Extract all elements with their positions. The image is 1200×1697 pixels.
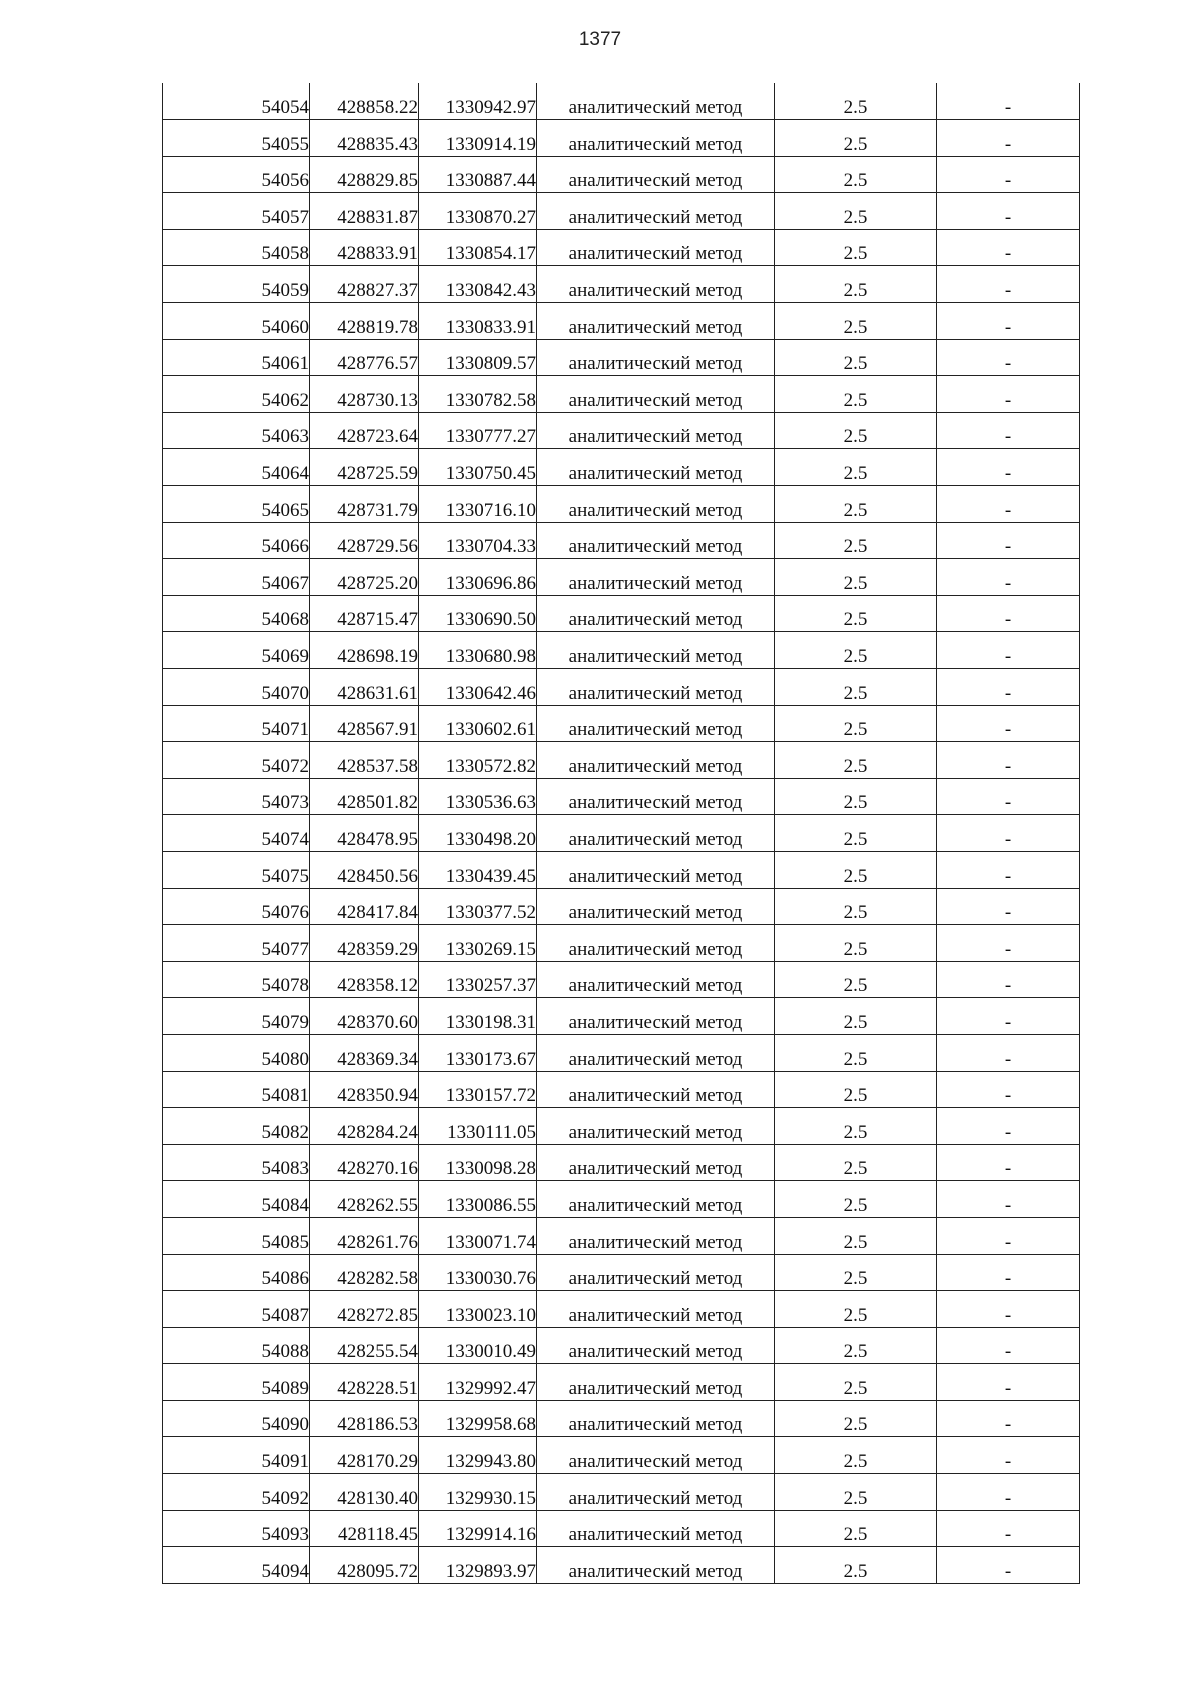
x-coordinate-cell: 428186.53 — [310, 1400, 419, 1437]
x-coordinate-cell: 428819.78 — [310, 303, 419, 340]
note-cell: - — [937, 449, 1080, 486]
y-coordinate-cell: 1330782.58 — [419, 376, 537, 413]
page-number: 1377 — [578, 29, 622, 50]
note-cell: - — [937, 229, 1080, 266]
accuracy-value-cell: 2.5 — [775, 266, 937, 303]
x-coordinate-cell: 428282.58 — [310, 1254, 419, 1291]
x-coordinate-cell: 428359.29 — [310, 925, 419, 962]
accuracy-value-cell: 2.5 — [775, 669, 937, 706]
coordinates-table — [162, 83, 1080, 1584]
method-cell: аналитический метод — [537, 376, 775, 413]
accuracy-value-cell: 2.5 — [775, 1400, 937, 1437]
method-cell: аналитический метод — [537, 193, 775, 230]
x-coordinate-cell: 428478.95 — [310, 815, 419, 852]
accuracy-value-cell: 2.5 — [775, 1437, 937, 1474]
method-cell: аналитический метод — [537, 815, 775, 852]
method-cell: аналитический метод — [537, 1547, 775, 1584]
y-coordinate-cell: 1330098.28 — [419, 1144, 537, 1181]
table-row — [163, 559, 1080, 596]
accuracy-value-cell: 2.5 — [775, 376, 937, 413]
accuracy-value-cell: 2.5 — [775, 742, 937, 779]
accuracy-value-cell: 2.5 — [775, 1034, 937, 1071]
method-cell: аналитический метод — [537, 156, 775, 193]
x-coordinate-cell: 428284.24 — [310, 1108, 419, 1145]
table-row — [163, 669, 1080, 706]
method-cell: аналитический метод — [537, 595, 775, 632]
accuracy-value-cell: 2.5 — [775, 303, 937, 340]
point-number-cell: 54072 — [163, 742, 310, 779]
y-coordinate-cell: 1330696.86 — [419, 559, 537, 596]
note-cell: - — [937, 412, 1080, 449]
accuracy-value-cell: 2.5 — [775, 851, 937, 888]
accuracy-value-cell: 2.5 — [775, 229, 937, 266]
x-coordinate-cell: 428831.87 — [310, 193, 419, 230]
note-cell: - — [937, 339, 1080, 376]
accuracy-value-cell: 2.5 — [775, 1474, 937, 1511]
point-number-cell: 54067 — [163, 559, 310, 596]
y-coordinate-cell: 1330010.49 — [419, 1327, 537, 1364]
table-row — [163, 339, 1080, 376]
x-coordinate-cell: 428369.34 — [310, 1034, 419, 1071]
table-row — [163, 1474, 1080, 1511]
note-cell: - — [937, 925, 1080, 962]
x-coordinate-cell: 428370.60 — [310, 998, 419, 1035]
point-number-cell: 54089 — [163, 1364, 310, 1401]
y-coordinate-cell: 1329914.16 — [419, 1510, 537, 1547]
y-coordinate-cell: 1330642.46 — [419, 669, 537, 706]
point-number-cell: 54065 — [163, 486, 310, 523]
y-coordinate-cell: 1330439.45 — [419, 851, 537, 888]
accuracy-value-cell: 2.5 — [775, 925, 937, 962]
point-number-cell: 54080 — [163, 1034, 310, 1071]
table-row — [163, 595, 1080, 632]
method-cell: аналитический метод — [537, 1034, 775, 1071]
table-row — [163, 449, 1080, 486]
point-number-cell: 54078 — [163, 961, 310, 998]
note-cell: - — [937, 1254, 1080, 1291]
x-coordinate-cell: 428450.56 — [310, 851, 419, 888]
point-number-cell: 54069 — [163, 632, 310, 669]
x-coordinate-cell: 428095.72 — [310, 1547, 419, 1584]
y-coordinate-cell: 1330914.19 — [419, 120, 537, 157]
y-coordinate-cell: 1330842.43 — [419, 266, 537, 303]
note-cell: - — [937, 1400, 1080, 1437]
note-cell: - — [937, 742, 1080, 779]
x-coordinate-cell: 428723.64 — [310, 412, 419, 449]
point-number-cell: 54059 — [163, 266, 310, 303]
x-coordinate-cell: 428350.94 — [310, 1071, 419, 1108]
x-coordinate-cell: 428501.82 — [310, 778, 419, 815]
method-cell: аналитический метод — [537, 1364, 775, 1401]
y-coordinate-cell: 1329992.47 — [419, 1364, 537, 1401]
point-number-cell: 54082 — [163, 1108, 310, 1145]
accuracy-value-cell: 2.5 — [775, 1181, 937, 1218]
y-coordinate-cell: 1330269.15 — [419, 925, 537, 962]
x-coordinate-cell: 428858.22 — [310, 83, 419, 120]
accuracy-value-cell: 2.5 — [775, 559, 937, 596]
point-number-cell: 54054 — [163, 83, 310, 120]
x-coordinate-cell: 428255.54 — [310, 1327, 419, 1364]
table-row — [163, 1400, 1080, 1437]
accuracy-value-cell: 2.5 — [775, 1144, 937, 1181]
x-coordinate-cell: 428130.40 — [310, 1474, 419, 1511]
table-row — [163, 632, 1080, 669]
point-number-cell: 54086 — [163, 1254, 310, 1291]
y-coordinate-cell: 1330833.91 — [419, 303, 537, 340]
table-row — [163, 1327, 1080, 1364]
table-row — [163, 961, 1080, 998]
y-coordinate-cell: 1330377.52 — [419, 888, 537, 925]
table-row — [163, 815, 1080, 852]
method-cell: аналитический метод — [537, 229, 775, 266]
method-cell: аналитический метод — [537, 961, 775, 998]
method-cell: аналитический метод — [537, 303, 775, 340]
point-number-cell: 54093 — [163, 1510, 310, 1547]
note-cell: - — [937, 1547, 1080, 1584]
x-coordinate-cell: 428730.13 — [310, 376, 419, 413]
method-cell: аналитический метод — [537, 1254, 775, 1291]
accuracy-value-cell: 2.5 — [775, 120, 937, 157]
accuracy-value-cell: 2.5 — [775, 1547, 937, 1584]
y-coordinate-cell: 1330942.97 — [419, 83, 537, 120]
table-row — [163, 376, 1080, 413]
point-number-cell: 54070 — [163, 669, 310, 706]
table-row — [163, 851, 1080, 888]
y-coordinate-cell: 1330071.74 — [419, 1217, 537, 1254]
table-row — [163, 83, 1080, 120]
y-coordinate-cell: 1330572.82 — [419, 742, 537, 779]
table-row — [163, 1437, 1080, 1474]
point-number-cell: 54076 — [163, 888, 310, 925]
note-cell: - — [937, 815, 1080, 852]
table-row — [163, 1510, 1080, 1547]
table-row — [163, 998, 1080, 1035]
note-cell: - — [937, 1181, 1080, 1218]
y-coordinate-cell: 1330257.37 — [419, 961, 537, 998]
note-cell: - — [937, 156, 1080, 193]
accuracy-value-cell: 2.5 — [775, 815, 937, 852]
point-number-cell: 54091 — [163, 1437, 310, 1474]
table-row — [163, 705, 1080, 742]
accuracy-value-cell: 2.5 — [775, 339, 937, 376]
table-row — [163, 1034, 1080, 1071]
point-number-cell: 54073 — [163, 778, 310, 815]
point-number-cell: 54081 — [163, 1071, 310, 1108]
y-coordinate-cell: 1329893.97 — [419, 1547, 537, 1584]
point-number-cell: 54066 — [163, 522, 310, 559]
x-coordinate-cell: 428170.29 — [310, 1437, 419, 1474]
note-cell: - — [937, 669, 1080, 706]
x-coordinate-cell: 428715.47 — [310, 595, 419, 632]
method-cell: аналитический метод — [537, 1437, 775, 1474]
table-row — [163, 1181, 1080, 1218]
x-coordinate-cell: 428537.58 — [310, 742, 419, 779]
y-coordinate-cell: 1330716.10 — [419, 486, 537, 523]
table-row — [163, 1071, 1080, 1108]
accuracy-value-cell: 2.5 — [775, 1291, 937, 1328]
table-row — [163, 156, 1080, 193]
point-number-cell: 54084 — [163, 1181, 310, 1218]
method-cell: аналитический метод — [537, 1144, 775, 1181]
note-cell: - — [937, 1437, 1080, 1474]
y-coordinate-cell: 1330536.63 — [419, 778, 537, 815]
note-cell: - — [937, 961, 1080, 998]
x-coordinate-cell: 428725.59 — [310, 449, 419, 486]
table-row — [163, 1254, 1080, 1291]
point-number-cell: 54062 — [163, 376, 310, 413]
accuracy-value-cell: 2.5 — [775, 193, 937, 230]
point-number-cell: 54060 — [163, 303, 310, 340]
table-row — [163, 303, 1080, 340]
x-coordinate-cell: 428417.84 — [310, 888, 419, 925]
table-row — [163, 266, 1080, 303]
point-number-cell: 54063 — [163, 412, 310, 449]
point-number-cell: 54064 — [163, 449, 310, 486]
method-cell: аналитический метод — [537, 998, 775, 1035]
point-number-cell: 54057 — [163, 193, 310, 230]
table-row — [163, 486, 1080, 523]
x-coordinate-cell: 428261.76 — [310, 1217, 419, 1254]
table-row — [163, 1108, 1080, 1145]
accuracy-value-cell: 2.5 — [775, 1364, 937, 1401]
y-coordinate-cell: 1330887.44 — [419, 156, 537, 193]
point-number-cell: 54056 — [163, 156, 310, 193]
x-coordinate-cell: 428776.57 — [310, 339, 419, 376]
table-row — [163, 1547, 1080, 1584]
accuracy-value-cell: 2.5 — [775, 83, 937, 120]
note-cell: - — [937, 632, 1080, 669]
table-row — [163, 778, 1080, 815]
y-coordinate-cell: 1329943.80 — [419, 1437, 537, 1474]
note-cell: - — [937, 778, 1080, 815]
y-coordinate-cell: 1330023.10 — [419, 1291, 537, 1328]
y-coordinate-cell: 1329930.15 — [419, 1474, 537, 1511]
accuracy-value-cell: 2.5 — [775, 1071, 937, 1108]
accuracy-value-cell: 2.5 — [775, 1254, 937, 1291]
method-cell: аналитический метод — [537, 705, 775, 742]
y-coordinate-cell: 1330870.27 — [419, 193, 537, 230]
y-coordinate-cell: 1330680.98 — [419, 632, 537, 669]
method-cell: аналитический метод — [537, 1510, 775, 1547]
x-coordinate-cell: 428833.91 — [310, 229, 419, 266]
method-cell: аналитический метод — [537, 742, 775, 779]
point-number-cell: 54077 — [163, 925, 310, 962]
point-number-cell: 54088 — [163, 1327, 310, 1364]
x-coordinate-cell: 428835.43 — [310, 120, 419, 157]
note-cell: - — [937, 1217, 1080, 1254]
method-cell: аналитический метод — [537, 1400, 775, 1437]
table-row — [163, 412, 1080, 449]
note-cell: - — [937, 522, 1080, 559]
accuracy-value-cell: 2.5 — [775, 998, 937, 1035]
method-cell: аналитический метод — [537, 888, 775, 925]
note-cell: - — [937, 1144, 1080, 1181]
method-cell: аналитический метод — [537, 1071, 775, 1108]
method-cell: аналитический метод — [537, 120, 775, 157]
accuracy-value-cell: 2.5 — [775, 595, 937, 632]
point-number-cell: 54071 — [163, 705, 310, 742]
note-cell: - — [937, 705, 1080, 742]
note-cell: - — [937, 595, 1080, 632]
accuracy-value-cell: 2.5 — [775, 1510, 937, 1547]
accuracy-value-cell: 2.5 — [775, 412, 937, 449]
note-cell: - — [937, 266, 1080, 303]
accuracy-value-cell: 2.5 — [775, 1327, 937, 1364]
point-number-cell: 54094 — [163, 1547, 310, 1584]
table-row — [163, 522, 1080, 559]
point-number-cell: 54087 — [163, 1291, 310, 1328]
point-number-cell: 54075 — [163, 851, 310, 888]
note-cell: - — [937, 120, 1080, 157]
table-row — [163, 1364, 1080, 1401]
accuracy-value-cell: 2.5 — [775, 449, 937, 486]
y-coordinate-cell: 1330498.20 — [419, 815, 537, 852]
note-cell: - — [937, 851, 1080, 888]
note-cell: - — [937, 83, 1080, 120]
note-cell: - — [937, 1474, 1080, 1511]
table-body — [163, 83, 1080, 1583]
method-cell: аналитический метод — [537, 83, 775, 120]
note-cell: - — [937, 559, 1080, 596]
method-cell: аналитический метод — [537, 1291, 775, 1328]
method-cell: аналитический метод — [537, 851, 775, 888]
table-row — [163, 1217, 1080, 1254]
note-cell: - — [937, 888, 1080, 925]
table-row — [163, 925, 1080, 962]
method-cell: аналитический метод — [537, 778, 775, 815]
note-cell: - — [937, 1108, 1080, 1145]
x-coordinate-cell: 428118.45 — [310, 1510, 419, 1547]
method-cell: аналитический метод — [537, 412, 775, 449]
method-cell: аналитический метод — [537, 522, 775, 559]
y-coordinate-cell: 1329958.68 — [419, 1400, 537, 1437]
method-cell: аналитический метод — [537, 266, 775, 303]
accuracy-value-cell: 2.5 — [775, 156, 937, 193]
table-row — [163, 120, 1080, 157]
accuracy-value-cell: 2.5 — [775, 961, 937, 998]
point-number-cell: 54090 — [163, 1400, 310, 1437]
x-coordinate-cell: 428725.20 — [310, 559, 419, 596]
method-cell: аналитический метод — [537, 1181, 775, 1218]
table-row — [163, 742, 1080, 779]
method-cell: аналитический метод — [537, 1327, 775, 1364]
method-cell: аналитический метод — [537, 669, 775, 706]
y-coordinate-cell: 1330777.27 — [419, 412, 537, 449]
x-coordinate-cell: 428262.55 — [310, 1181, 419, 1218]
y-coordinate-cell: 1330854.17 — [419, 229, 537, 266]
method-cell: аналитический метод — [537, 449, 775, 486]
accuracy-value-cell: 2.5 — [775, 522, 937, 559]
note-cell: - — [937, 193, 1080, 230]
method-cell: аналитический метод — [537, 632, 775, 669]
accuracy-value-cell: 2.5 — [775, 486, 937, 523]
method-cell: аналитический метод — [537, 1217, 775, 1254]
point-number-cell: 54079 — [163, 998, 310, 1035]
x-coordinate-cell: 428698.19 — [310, 632, 419, 669]
accuracy-value-cell: 2.5 — [775, 1108, 937, 1145]
point-number-cell: 54068 — [163, 595, 310, 632]
table-row — [163, 1291, 1080, 1328]
x-coordinate-cell: 428631.61 — [310, 669, 419, 706]
x-coordinate-cell: 428827.37 — [310, 266, 419, 303]
x-coordinate-cell: 428567.91 — [310, 705, 419, 742]
point-number-cell: 54058 — [163, 229, 310, 266]
accuracy-value-cell: 2.5 — [775, 778, 937, 815]
x-coordinate-cell: 428228.51 — [310, 1364, 419, 1401]
method-cell: аналитический метод — [537, 339, 775, 376]
method-cell: аналитический метод — [537, 486, 775, 523]
note-cell: - — [937, 376, 1080, 413]
y-coordinate-cell: 1330690.50 — [419, 595, 537, 632]
y-coordinate-cell: 1330704.33 — [419, 522, 537, 559]
method-cell: аналитический метод — [537, 1474, 775, 1511]
table-row — [163, 229, 1080, 266]
note-cell: - — [937, 1034, 1080, 1071]
accuracy-value-cell: 2.5 — [775, 888, 937, 925]
table-row — [163, 193, 1080, 230]
note-cell: - — [937, 1071, 1080, 1108]
method-cell: аналитический метод — [537, 1108, 775, 1145]
note-cell: - — [937, 1364, 1080, 1401]
point-number-cell: 54083 — [163, 1144, 310, 1181]
y-coordinate-cell: 1330157.72 — [419, 1071, 537, 1108]
point-number-cell: 54074 — [163, 815, 310, 852]
note-cell: - — [937, 1327, 1080, 1364]
y-coordinate-cell: 1330173.67 — [419, 1034, 537, 1071]
accuracy-value-cell: 2.5 — [775, 632, 937, 669]
y-coordinate-cell: 1330750.45 — [419, 449, 537, 486]
x-coordinate-cell: 428729.56 — [310, 522, 419, 559]
note-cell: - — [937, 1510, 1080, 1547]
note-cell: - — [937, 486, 1080, 523]
table-row — [163, 888, 1080, 925]
y-coordinate-cell: 1330809.57 — [419, 339, 537, 376]
point-number-cell: 54092 — [163, 1474, 310, 1511]
x-coordinate-cell: 428270.16 — [310, 1144, 419, 1181]
y-coordinate-cell: 1330198.31 — [419, 998, 537, 1035]
method-cell: аналитический метод — [537, 925, 775, 962]
point-number-cell: 54061 — [163, 339, 310, 376]
table-row — [163, 1144, 1080, 1181]
method-cell: аналитический метод — [537, 559, 775, 596]
y-coordinate-cell: 1330111.05 — [419, 1108, 537, 1145]
x-coordinate-cell: 428829.85 — [310, 156, 419, 193]
point-number-cell: 54055 — [163, 120, 310, 157]
x-coordinate-cell: 428272.85 — [310, 1291, 419, 1328]
x-coordinate-cell: 428358.12 — [310, 961, 419, 998]
x-coordinate-cell: 428731.79 — [310, 486, 419, 523]
y-coordinate-cell: 1330602.61 — [419, 705, 537, 742]
point-number-cell: 54085 — [163, 1217, 310, 1254]
note-cell: - — [937, 998, 1080, 1035]
accuracy-value-cell: 2.5 — [775, 1217, 937, 1254]
note-cell: - — [937, 1291, 1080, 1328]
note-cell: - — [937, 303, 1080, 340]
y-coordinate-cell: 1330030.76 — [419, 1254, 537, 1291]
accuracy-value-cell: 2.5 — [775, 705, 937, 742]
y-coordinate-cell: 1330086.55 — [419, 1181, 537, 1218]
